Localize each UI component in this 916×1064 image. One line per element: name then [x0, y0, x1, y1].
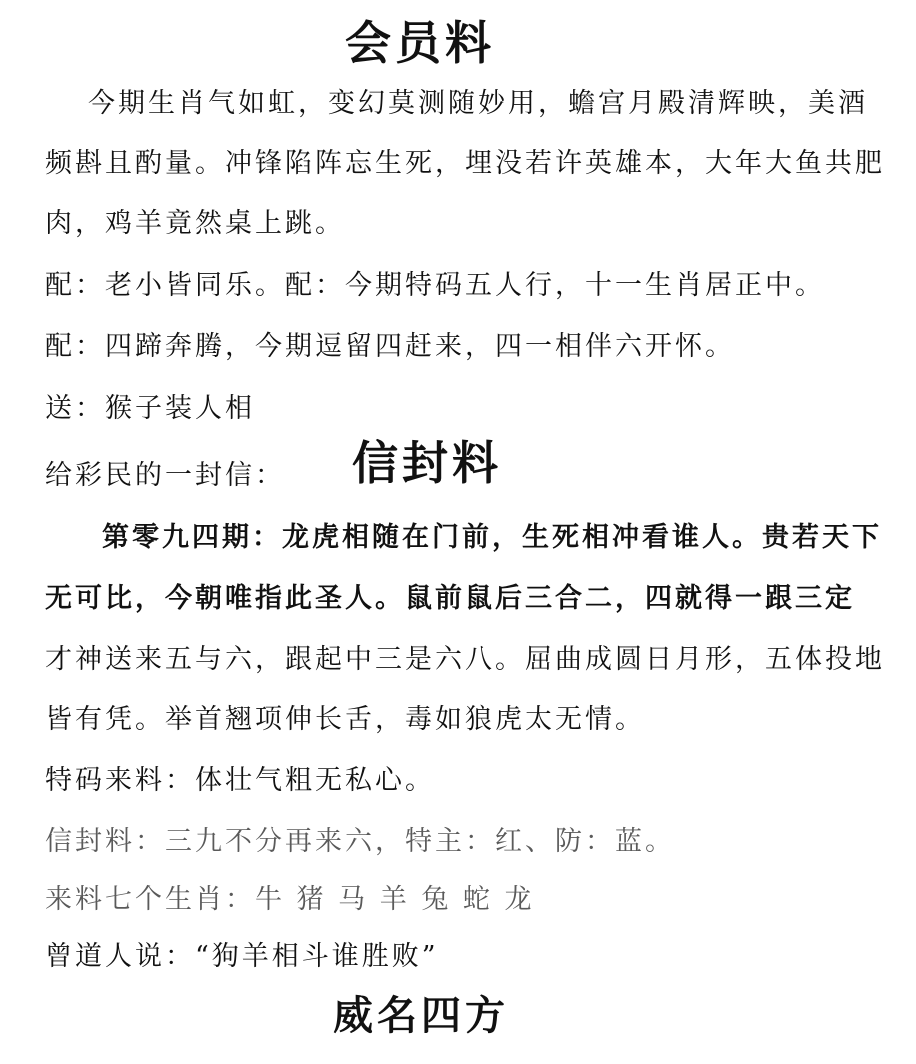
- pei-line-2: 配：四蹄奔腾，今期逗留四赶来，四一相伴六开怀。: [45, 331, 735, 362]
- seven-zodiac-line: 来料七个生肖：牛 猪 马 羊 兔 蛇 龙: [45, 884, 535, 915]
- title-huiyuanliao: 会员料: [345, 16, 495, 70]
- song-line: 送：猴子装人相: [45, 393, 255, 424]
- letter-line-2: 无可比，今朝唯指此圣人。鼠前鼠后三合二，四就得一跟三定: [45, 583, 855, 614]
- paragraph-line-2: 频斟且酌量。冲锋陷阵忘生死，埋没若许英雄本，大年大鱼共肥: [45, 148, 885, 179]
- letter-line-4: 皆有凭。举首翘项伸长舌，毒如狼虎太无情。: [45, 704, 645, 735]
- title-weimingsifang: 威名四方: [333, 992, 509, 1039]
- letter-line-1: 第零九四期：龙虎相随在门前，生死相冲看谁人。贵若天下: [102, 522, 882, 553]
- paragraph-line-1: 今期生肖气如虹，变幻莫测随妙用，蟾宫月殿清辉映，美酒: [88, 88, 868, 119]
- tema-line: 特码来料：体壮气粗无私心。: [45, 765, 435, 796]
- zeng-daoren-line: 曾道人说：“狗羊相斗谁胜败”: [45, 941, 439, 972]
- paragraph-line-3: 肉，鸡羊竟然桌上跳。: [45, 208, 345, 239]
- pei-line-1: 配：老小皆同乐。配：今期特码五人行，十一生肖居正中。: [45, 270, 825, 301]
- letter-label: 给彩民的一封信：: [45, 460, 285, 491]
- xinfeng-line: 信封料：三九不分再来六，特主：红、防：蓝。: [45, 826, 675, 857]
- letter-line-3: 才神送来五与六，跟起中三是六八。屈曲成圆日月形，五体投地: [45, 644, 885, 675]
- title-xinfengliao: 信封料: [352, 436, 502, 490]
